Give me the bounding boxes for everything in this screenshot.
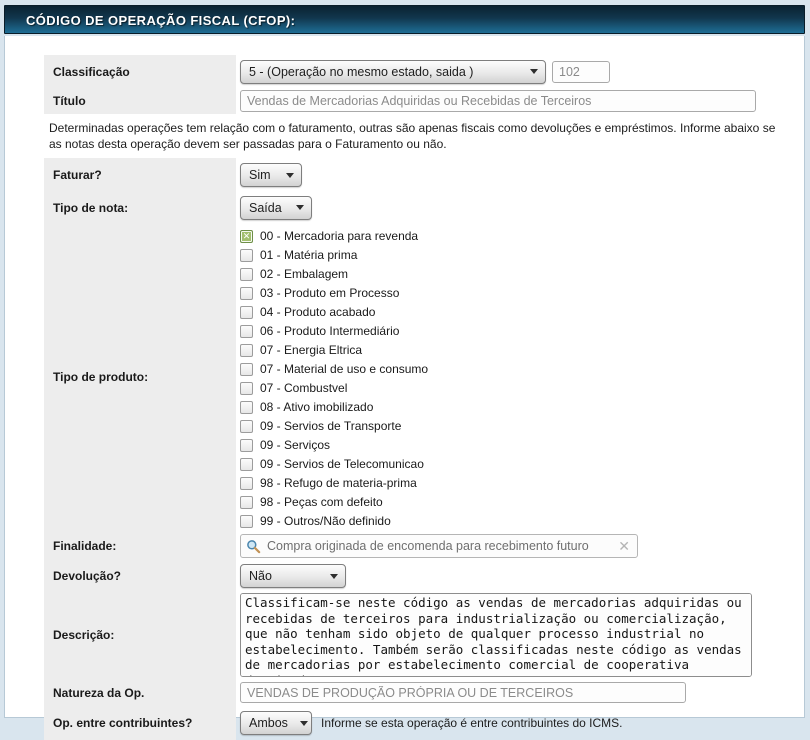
product-type-item bbox=[240, 303, 428, 322]
product-type-item bbox=[240, 322, 428, 341]
row-classificacao bbox=[44, 55, 804, 88]
descricao-label: Descrição: bbox=[44, 591, 236, 679]
product-type-item bbox=[240, 246, 428, 265]
product-type-item bbox=[240, 455, 428, 474]
row-tipo-produto bbox=[44, 223, 804, 531]
faturar-label: Faturar? bbox=[44, 158, 236, 192]
cfop-page bbox=[4, 5, 805, 730]
product-type-checkbox[interactable] bbox=[240, 382, 253, 395]
product-type-item-label: 98 - Refugo de materia-prima bbox=[260, 476, 417, 490]
product-type-item-label: 09 - Serviços bbox=[260, 438, 331, 452]
row-devolucao bbox=[44, 561, 804, 591]
cfop-code-input[interactable] bbox=[552, 61, 610, 83]
product-type-item bbox=[240, 360, 428, 379]
product-type-item-label: 02 - Embalagem bbox=[260, 267, 349, 281]
classificacao-select[interactable] bbox=[240, 60, 546, 84]
product-type-checkbox[interactable] bbox=[240, 325, 253, 338]
titulo-label: Título bbox=[44, 88, 236, 114]
row-finalidade bbox=[44, 531, 804, 561]
product-type-item bbox=[240, 417, 428, 436]
product-type-checkbox[interactable] bbox=[240, 401, 253, 414]
product-type-item-label: 07 - Material de uso e consumo bbox=[260, 362, 429, 376]
row-faturar bbox=[44, 158, 804, 192]
tipo-produto-label: Tipo de produto: bbox=[44, 223, 236, 531]
row-descricao bbox=[44, 591, 804, 679]
tipo-nota-select-value: Saída bbox=[249, 200, 282, 215]
chevron-down-icon bbox=[530, 69, 538, 74]
chevron-down-icon bbox=[300, 721, 308, 726]
product-type-item-label: 09 - Servios de Transporte bbox=[260, 419, 402, 433]
product-type-checkbox[interactable] bbox=[240, 496, 253, 509]
product-type-checkbox[interactable] bbox=[240, 477, 253, 490]
product-type-checkbox[interactable] bbox=[240, 306, 253, 319]
tipo-nota-label: Tipo de nota: bbox=[44, 192, 236, 223]
descricao-textarea[interactable] bbox=[240, 593, 752, 677]
product-type-checkbox[interactable] bbox=[240, 420, 253, 433]
product-type-item-label: 06 - Produto Intermediário bbox=[260, 324, 400, 338]
classificacao-select-value: 5 - (Operação no mesmo estado, saida ) bbox=[249, 64, 474, 79]
devolucao-select[interactable] bbox=[240, 564, 346, 588]
natureza-input[interactable] bbox=[240, 682, 686, 703]
product-type-item-label: 98 - Peças com defeito bbox=[260, 495, 383, 509]
product-type-item bbox=[240, 436, 428, 455]
product-type-list bbox=[240, 227, 428, 531]
chevron-down-icon bbox=[296, 205, 304, 210]
product-type-item bbox=[240, 493, 428, 512]
product-type-item-label: 04 - Produto acabado bbox=[260, 305, 376, 319]
finalidade-search-field[interactable] bbox=[240, 534, 638, 558]
product-type-checkbox[interactable] bbox=[240, 344, 253, 357]
product-type-item-label: 09 - Servios de Telecomunicao bbox=[260, 457, 424, 471]
product-type-item-label: 01 - Matéria prima bbox=[260, 248, 358, 262]
product-type-checkbox[interactable] bbox=[240, 230, 253, 243]
chevron-down-icon bbox=[330, 574, 338, 579]
product-type-checkbox[interactable] bbox=[240, 268, 253, 281]
product-type-item-label: 00 - Mercadoria para revenda bbox=[260, 229, 419, 243]
form-panel bbox=[4, 36, 805, 730]
tipo-nota-select[interactable] bbox=[240, 196, 312, 220]
row-natureza bbox=[44, 679, 804, 706]
product-type-item-label: 07 - Energia Eltrica bbox=[260, 343, 363, 357]
faturamento-info-text: Determinadas operações tem relação com o faturamento, outras são apenas fiscais como devoluções e empréstimos. Informe abaixo se as notas desta operação devem ser passadas para o Faturamento ou não. bbox=[49, 121, 776, 151]
product-type-item bbox=[240, 398, 428, 417]
faturar-select[interactable] bbox=[240, 163, 302, 187]
classificacao-label: Classificação bbox=[44, 55, 236, 88]
row-contribuintes bbox=[44, 706, 804, 740]
natureza-label: Natureza da Op. bbox=[44, 679, 236, 706]
product-type-item-label: 08 - Ativo imobilizado bbox=[260, 400, 374, 414]
contribuintes-select-value: Ambos bbox=[249, 716, 288, 730]
product-type-item-label: 99 - Outros/Não definido bbox=[260, 514, 391, 528]
contribuintes-label: Op. entre contribuintes? bbox=[44, 706, 236, 740]
product-type-checkbox[interactable] bbox=[240, 363, 253, 376]
row-titulo bbox=[44, 88, 804, 114]
product-type-checkbox[interactable] bbox=[240, 515, 253, 528]
product-type-checkbox[interactable] bbox=[240, 458, 253, 471]
devolucao-select-value: Não bbox=[249, 569, 272, 583]
product-type-item bbox=[240, 227, 428, 246]
row-tipo-nota bbox=[44, 192, 804, 223]
contribuintes-select[interactable] bbox=[240, 711, 312, 735]
product-type-item bbox=[240, 284, 428, 303]
page-title: CÓDIGO DE OPERAÇÃO FISCAL (CFOP): bbox=[4, 5, 805, 34]
search-icon bbox=[246, 539, 261, 554]
finalidade-label: Finalidade: bbox=[44, 531, 236, 561]
product-type-item-label: 03 - Produto em Processo bbox=[260, 286, 400, 300]
contribuintes-hint: Informe se esta operação é entre contribuintes do ICMS. bbox=[321, 716, 623, 730]
product-type-item bbox=[240, 379, 428, 398]
chevron-down-icon bbox=[286, 173, 294, 178]
clear-icon[interactable]: ✕ bbox=[618, 537, 630, 554]
product-type-item bbox=[240, 341, 428, 360]
finalidade-input[interactable] bbox=[265, 538, 616, 554]
product-type-item bbox=[240, 512, 428, 531]
devolucao-label: Devolução? bbox=[44, 561, 236, 591]
product-type-item bbox=[240, 474, 428, 493]
product-type-item bbox=[240, 265, 428, 284]
product-type-checkbox[interactable] bbox=[240, 287, 253, 300]
product-type-checkbox[interactable] bbox=[240, 439, 253, 452]
faturar-select-value: Sim bbox=[249, 168, 271, 182]
product-type-item-label: 07 - Combustvel bbox=[260, 381, 348, 395]
titulo-input[interactable] bbox=[240, 90, 756, 112]
product-type-checkbox[interactable] bbox=[240, 249, 253, 262]
